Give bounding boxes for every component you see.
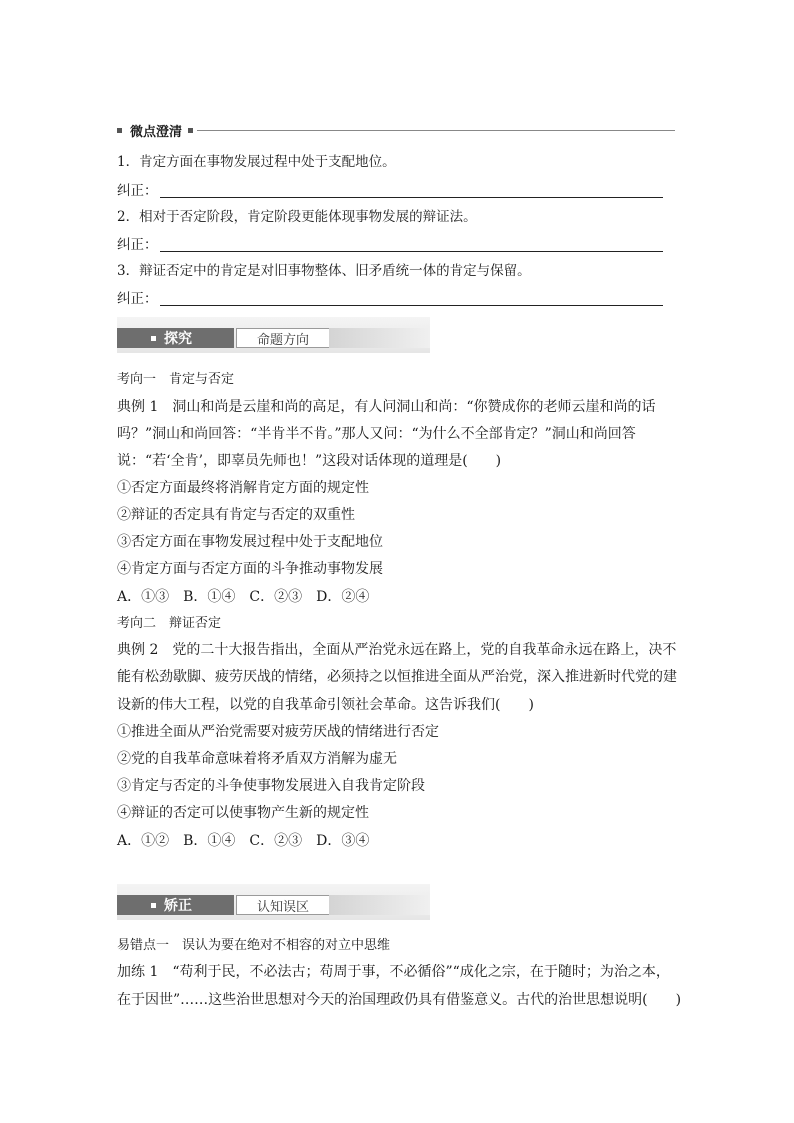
example-1-line-3: 说：“若‘全肯’，即辜员先师也！”这段对话体现的道理是( ) [117,453,502,469]
tanjiu-subtitle: 命题方向 [236,328,330,348]
example-1-line-2: 吗？”洞山和尚回答：“半肯半不肯。”那人又问：“为什么不全部肯定？”洞山和尚回答 [117,426,636,442]
example-1-option-1: ①否定方面最终将消解肯定方面的规定性 [117,480,369,496]
jiaozheng-tag: 矫正 [164,898,192,914]
example-2-line-2: 能有松劲歇脚、疲劳厌战的情绪，必须持之以恒推进全面从严治党，深入推进新时代党的建 [117,669,677,685]
weidian-header [117,121,675,139]
topic-2-heading: 考向二 辩证否定 [117,616,222,631]
example-2-line-3: 设新的伟大工程，以党的自我革命引领社会革命。这告诉我们( ) [117,697,534,713]
example-2-option-1: ①推进全面从严治党需要对疲劳厌战的情绪进行否定 [117,724,439,740]
topic-1-heading: 考向一 肯定与否定 [117,372,235,387]
correction-label-2: 纠正： [117,237,158,253]
correction-fill-line-1[interactable] [160,197,663,198]
example-1-line-1: 典例 1 洞山和尚是云崖和尚的高足，有人问洞山和尚：“你赞成你的老师云崖和尚的话 [117,399,656,415]
header-rule [197,130,675,131]
weidian-item-1: 1．肯定方面在事物发展过程中处于支配地位。 [117,154,396,170]
example-1-choices: A．①③ B．①④ C．②③ D．②④ [117,589,370,605]
bullet-square-icon [151,903,156,908]
weidian-item-2: 2．相对于否定阶段，肯定阶段更能体现事物发展的辩证法。 [117,209,477,225]
exercise-1-line-2: 在于因世”……这些治世思想对今天的治国理政仍具有借鉴意义。古代的治世思想说明( ) [117,992,682,1008]
example-1-option-3: ③否定方面在事物发展过程中处于支配地位 [117,534,383,550]
jiaozheng-subtitle: 认知误区 [236,895,330,915]
bullet-square-icon [151,336,156,341]
correction-label-3: 纠正： [117,291,158,307]
pitfall-1-heading: 易错点一 误认为要在绝对不相容的对立中思维 [117,938,391,953]
correction-label-1: 纠正： [117,183,158,199]
correction-fill-line-2[interactable] [160,251,663,252]
exercise-1-line-1: 加练 1 “苟利于民，不必法古；苟周于事，不必循俗”“成化之宗，在于随时；为治之本， [117,964,670,980]
example-1-option-2: ②辩证的否定具有肯定与否定的双重性 [117,507,355,523]
tanjiu-tag: 探究 [164,331,192,347]
example-2-option-4: ④辩证的否定可以使事物产生新的规定性 [117,805,369,821]
jiaozheng-banner [117,884,430,920]
tanjiu-banner [117,317,430,353]
bullet-square-icon [117,128,122,133]
example-1-option-4: ④肯定方面与否定方面的斗争推动事物发展 [117,561,383,577]
bullet-square-icon [188,128,193,133]
example-2-choices: A．①② B．①④ C．②③ D．③④ [117,833,370,849]
weidian-title: 微点澄清 [130,124,183,140]
correction-fill-line-3[interactable] [160,305,663,306]
example-2-line-1: 典例 2 党的二十大报告指出，全面从严治党永远在路上，党的自我革命永远在路上，决不 [117,642,677,658]
example-2-option-3: ③肯定与否定的斗争使事物发展进入自我肯定阶段 [117,778,425,794]
weidian-item-3: 3．辩证否定中的肯定是对旧事物整体、旧矛盾统一体的肯定与保留。 [117,263,531,279]
example-2-option-2: ②党的自我革命意味着将矛盾双方消解为虚无 [117,751,397,767]
